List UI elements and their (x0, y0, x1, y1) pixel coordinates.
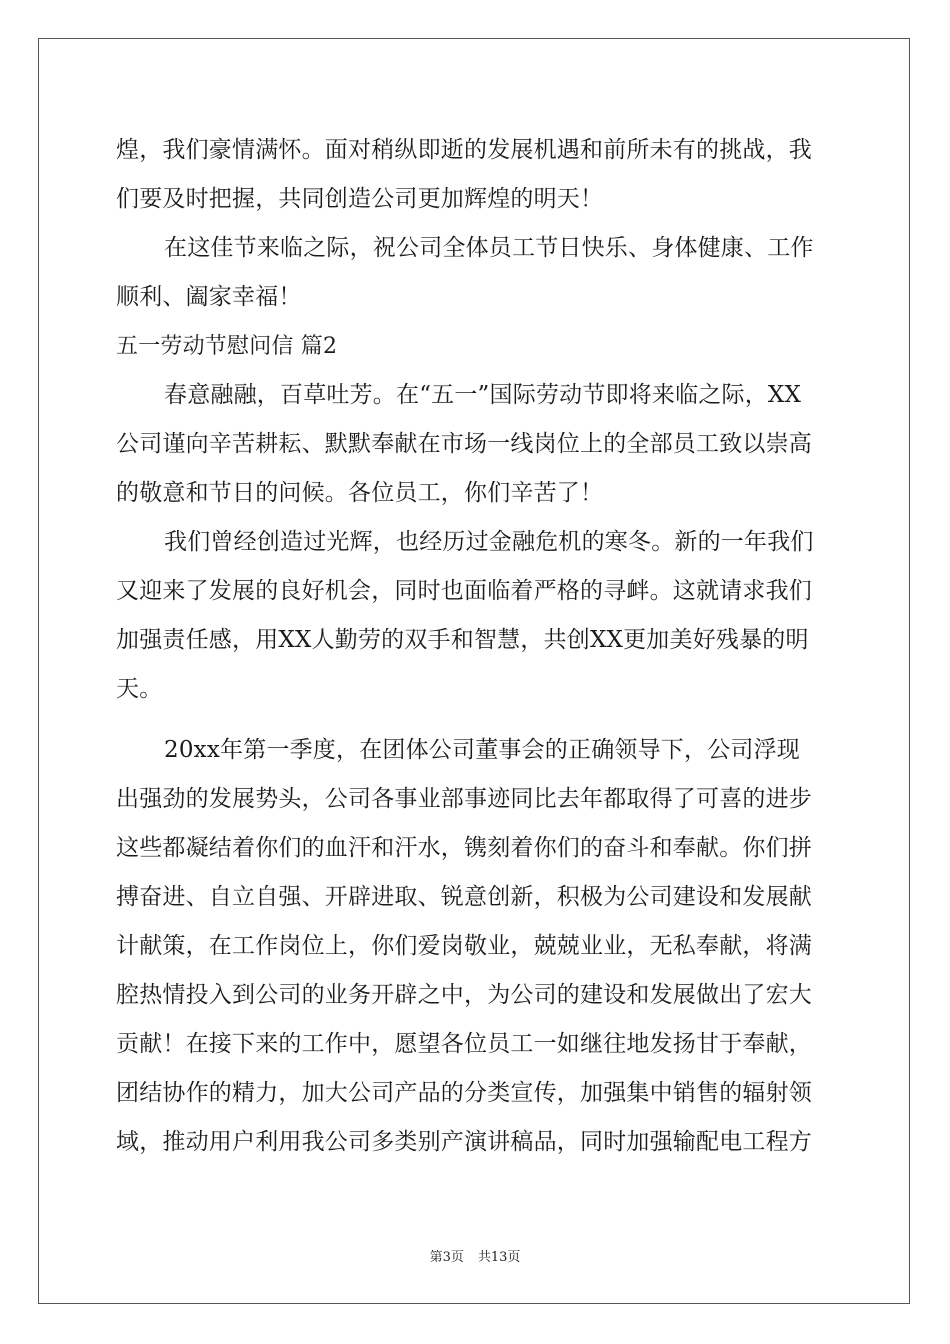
text-line: 贡献！在接下来的工作中，愿望各位员工一如继往地发扬甘于奉献， (116, 1031, 812, 1057)
text-line: 的敬意和节日的问候。各位员工，你们辛苦了！ (116, 480, 604, 506)
paragraph-start: 春意融融，百草吐芳。在“五一”国际劳动节即将来临之际，XX (164, 382, 802, 408)
text-line: 煌，我们豪情满怀。面对稍纵即逝的发展机遇和前所未有的挑战，我 (116, 137, 812, 163)
text-line: 团结协作的精力，加大公司产品的分类宣传，加强集中销售的辐射领 (116, 1080, 812, 1106)
text-line: 们要及时把握，共同创造公司更加辉煌的明天！ (116, 186, 604, 212)
text-line: 这些都凝结着你们的血汗和汗水，镌刻着你们的奋斗和奉献。你们拼 (116, 835, 812, 861)
page-total: 共13页 (477, 1250, 521, 1265)
text-line: 天。 (116, 676, 163, 702)
text-line: 加强责任感，用XX人勤劳的双手和智慧，共创XX更加美好残暴的明 (116, 627, 809, 653)
text-line: 搏奋进、自立自强、开辟进取、锐意创新，积极为公司建设和发展献 (116, 884, 812, 910)
text-line: 出强劲的发展势头，公司各事业部事迹同比去年都取得了可喜的进步 (116, 786, 812, 812)
text-line: 顺利、阖家幸福！ (116, 284, 302, 310)
text-line: 又迎来了发展的良好机会，同时也面临着严格的寻衅。这就请求我们 (116, 578, 812, 604)
paragraph-start: 我们曾经创造过光辉，也经历过金融危机的寒冬。新的一年我们 (164, 529, 814, 555)
page-footer (0, 1246, 950, 1265)
page-number: 第3页 (429, 1250, 464, 1265)
section-heading: 五一劳动节慰问信 篇2 (116, 334, 338, 359)
text-line: 计献策，在工作岗位上，你们爱岗敬业，兢兢业业，无私奉献，将满 (116, 933, 812, 959)
document-body (116, 126, 838, 1167)
paragraph-start: 20xx年第一季度，在团体公司董事会的正确领导下，公司浮现 (164, 737, 801, 763)
text-line: 腔热情投入到公司的业务开辟之中，为公司的建设和发展做出了宏大 (116, 982, 812, 1008)
text-line: 域，推动用户利用我公司多类别产演讲稿品，同时加强输配电工程方 (116, 1129, 812, 1155)
text-line: 公司谨向辛苦耕耘、默默奉献在市场一线岗位上的全部员工致以崇高 (116, 431, 812, 457)
paragraph-start: 在这佳节来临之际，祝公司全体员工节日快乐、身体健康、工作 (164, 235, 814, 261)
